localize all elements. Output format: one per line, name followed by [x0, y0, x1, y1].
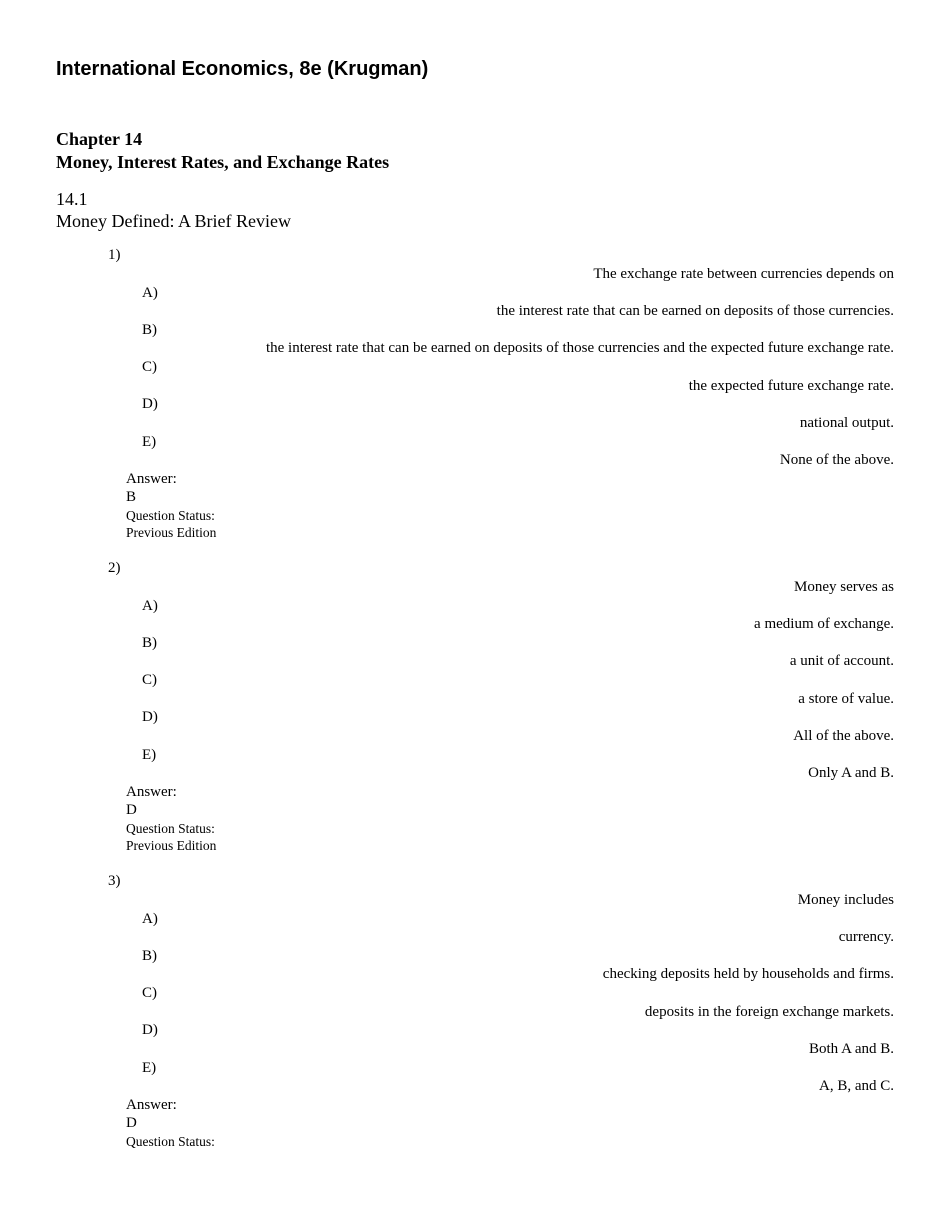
option-letter: C)	[142, 985, 157, 1001]
option-letter: A)	[142, 911, 158, 927]
question-number: 3)	[108, 873, 121, 889]
chapter-title: Money, Interest Rates, and Exchange Rates	[56, 152, 390, 172]
option-text: a unit of account.	[789, 653, 894, 669]
option-text: All of the above.	[793, 728, 894, 744]
question-stem: The exchange rate between currencies depends on	[593, 266, 894, 282]
option-letter: C)	[142, 359, 157, 375]
option-letter: A)	[142, 598, 158, 614]
answer-value: D	[126, 802, 137, 818]
option-text: checking deposits held by households and firms.	[602, 966, 894, 982]
answer-value: D	[126, 1115, 137, 1131]
option-text: currency.	[838, 929, 894, 945]
book-title: International Economics, 8e (Krugman)	[56, 58, 429, 80]
question-number: 2)	[108, 560, 121, 576]
option-text: the interest rate that can be earned on deposits of those currencies and the expected future exchange rate.	[265, 340, 894, 356]
chapter-number: Chapter 14	[56, 129, 143, 149]
option-text: a store of value.	[798, 691, 894, 707]
answer-value: B	[126, 489, 137, 505]
option-text: None of the above.	[779, 452, 894, 468]
option-text: the expected future exchange rate.	[688, 378, 894, 394]
section-title: Money Defined: A Brief Review	[56, 211, 291, 231]
option-text: deposits in the foreign exchange markets.	[644, 1004, 894, 1020]
option-letter: A)	[142, 285, 158, 301]
question-stem: Money serves as	[794, 579, 894, 595]
option-text: a medium of exchange.	[754, 616, 894, 632]
question-stem: Money includes	[797, 892, 894, 908]
status-value: Previous Edition	[126, 525, 217, 540]
answer-label: Answer:	[126, 784, 177, 800]
status-value: Previous Edition	[126, 838, 217, 853]
option-text: the interest rate that can be earned on deposits of those currencies.	[496, 303, 894, 319]
status-label: Question Status:	[126, 508, 215, 523]
question-number: 1)	[108, 247, 121, 263]
option-letter: D)	[142, 1022, 158, 1038]
option-letter: C)	[142, 672, 157, 688]
option-letter: D)	[142, 396, 158, 412]
option-letter: B)	[142, 948, 157, 964]
chapter-heading	[56, 128, 389, 174]
option-letter: E)	[142, 747, 157, 763]
section-number: 14.1	[56, 189, 88, 209]
option-text: A, B, and C.	[819, 1078, 894, 1094]
option-text: national output.	[799, 415, 894, 431]
option-letter: D)	[142, 709, 158, 725]
option-text: Both A and B.	[808, 1041, 894, 1057]
option-letter: B)	[142, 322, 157, 338]
option-text: Only A and B.	[808, 765, 894, 781]
status-label: Question Status:	[126, 821, 215, 836]
option-letter: B)	[142, 635, 157, 651]
option-letter: E)	[142, 434, 157, 450]
option-letter: E)	[142, 1060, 157, 1076]
status-label: Question Status:	[126, 1134, 215, 1149]
section-heading	[56, 188, 291, 232]
answer-label: Answer:	[126, 1097, 177, 1113]
answer-label: Answer:	[126, 471, 177, 487]
